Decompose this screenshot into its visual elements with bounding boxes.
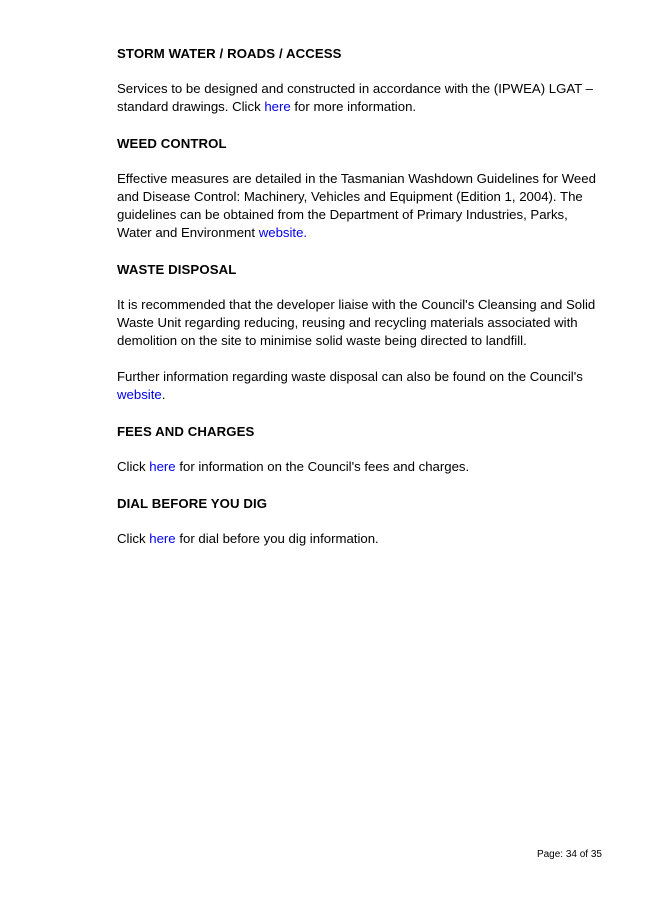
text: Services to be designed and constructed in accordance with the (IPWEA) LGAT – standard drawings. Click xyxy=(117,81,593,114)
text: Click xyxy=(117,459,150,474)
paragraph-dial-before-you-dig xyxy=(117,530,597,548)
heading-waste-disposal: WASTE DISPOSAL xyxy=(117,262,237,277)
text: for information on the Council's fees and charges. xyxy=(175,459,470,474)
paragraph-fees-and-charges xyxy=(117,458,597,476)
storm-water-here-link[interactable]: here xyxy=(264,99,291,114)
weed-control-website-link[interactable]: website. xyxy=(258,225,308,240)
paragraph-weed-control xyxy=(117,170,597,242)
text: Effective measures are detailed in the Tasmanian Washdown Guidelines for Weed and Disease Control: Machinery, Vehicles and Equipment (Edition 1, 2004). The guidelines can be obtained from the Department of Primary Industries, Parks, Water and Environment xyxy=(117,171,596,240)
fees-here-link[interactable]: here xyxy=(149,459,176,474)
text: for dial before you dig information. xyxy=(175,531,379,546)
heading-dial-before-you-dig: DIAL BEFORE YOU DIG xyxy=(117,496,268,511)
paragraph-storm-water xyxy=(117,80,597,116)
text: Click xyxy=(117,531,150,546)
text: Further information regarding waste disposal can also be found on the Council's xyxy=(117,369,583,384)
dial-here-link[interactable]: here xyxy=(149,531,176,546)
waste-disposal-website-link[interactable]: website xyxy=(117,387,162,402)
text: for more information. xyxy=(290,99,417,114)
paragraph-waste-disposal: It is recommended that the developer liaise with the Council's Cleansing and Solid Waste Unit regarding reducing, reusing and recycling materials associated with demolition on the site to minimise solid waste being directed to landfill. xyxy=(117,297,596,348)
page-number: Page: 34 of 35 xyxy=(536,849,602,860)
paragraph-waste-disposal-further xyxy=(117,368,597,404)
page-content xyxy=(117,44,597,548)
heading-fees-and-charges: FEES AND CHARGES xyxy=(117,424,255,439)
heading-weed-control: WEED CONTROL xyxy=(117,136,227,151)
text: . xyxy=(161,387,166,402)
heading-storm-water: STORM WATER / ROADS / ACCESS xyxy=(117,46,342,61)
